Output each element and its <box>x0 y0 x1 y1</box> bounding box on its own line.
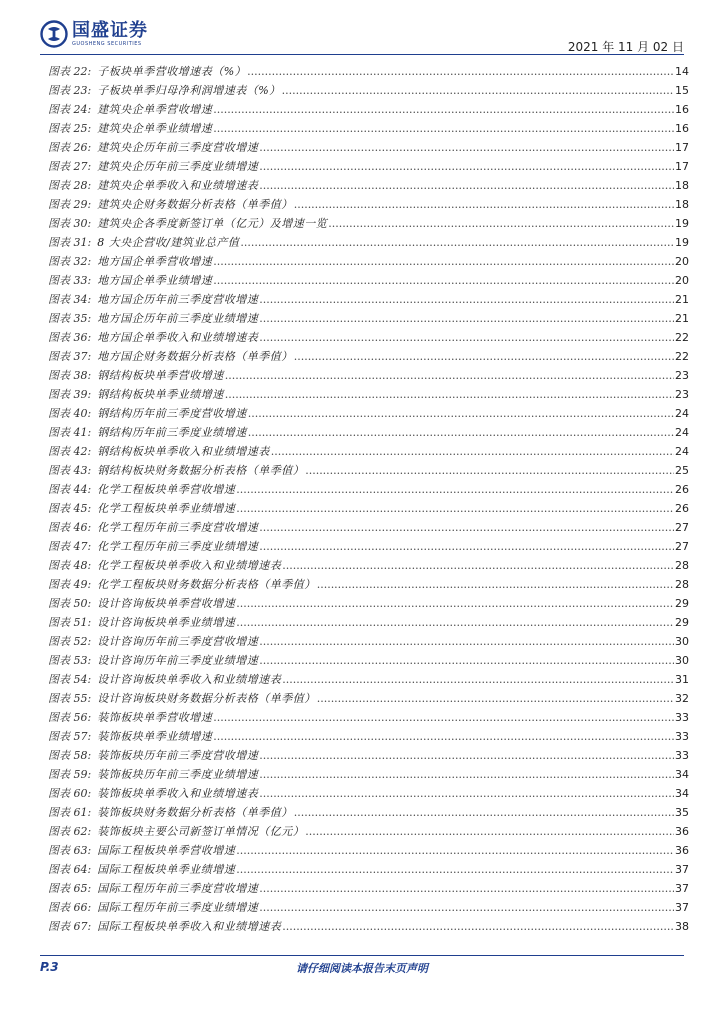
toc-entry-page: 37 <box>675 882 689 895</box>
toc-entry[interactable] <box>48 633 689 652</box>
toc-entry-title: 子板块单季归母净利润增速表（%） <box>97 84 281 97</box>
toc-entry[interactable] <box>48 747 689 766</box>
toc-entry-label: 图表 37: <box>48 350 92 363</box>
toc-entry-page: 26 <box>675 483 689 496</box>
toc-entry-title: 建筑央企单季营收增速 <box>97 103 213 116</box>
toc-entry-label: 图表 44: <box>48 483 92 496</box>
toc-dot-leader <box>305 464 674 477</box>
toc-entry-page: 17 <box>675 160 689 173</box>
toc-entry-label: 图表 26: <box>48 141 92 154</box>
toc-dot-leader <box>248 407 674 420</box>
toc-entry-label: 图表 31: <box>48 236 92 249</box>
toc-dot-leader <box>317 578 674 591</box>
toc-entry-page: 20 <box>675 255 689 268</box>
toc-dot-leader <box>282 673 674 686</box>
toc-entry-page: 32 <box>675 692 689 705</box>
toc-entry[interactable] <box>48 101 689 120</box>
page-header <box>0 0 724 60</box>
toc-entry-label: 图表 23: <box>48 84 92 97</box>
toc-entry-title: 设计咨询板块单季业绩增速 <box>97 616 236 629</box>
toc-entry-label: 图表 32: <box>48 255 92 268</box>
toc-entry[interactable] <box>48 576 689 595</box>
toc-entry-title: 钢结构板块财务数据分析表格（单季值） <box>97 464 305 477</box>
toc-entry-title: 装饰板块财务数据分析表格（单季值） <box>97 806 293 819</box>
toc-dot-leader <box>236 483 674 496</box>
toc-entry-title: 建筑央企历年前三季度业绩增速 <box>97 160 259 173</box>
toc-dot-leader <box>259 901 674 914</box>
toc-entry-label: 图表 38: <box>48 369 92 382</box>
report-date: 2021 年 11 月 02 日 <box>567 40 684 54</box>
toc-entry-title: 建筑央企单季收入和业绩增速表 <box>97 179 259 192</box>
toc-entry-label: 图表 66: <box>48 901 92 914</box>
toc-dot-leader <box>282 920 674 933</box>
header-divider <box>40 54 684 55</box>
toc-entry-label: 图表 39: <box>48 388 92 401</box>
toc-dot-leader <box>236 844 674 857</box>
toc-entry[interactable] <box>48 823 689 842</box>
toc-entry-page: 22 <box>675 331 689 344</box>
toc-entry-page: 16 <box>675 122 689 135</box>
toc-entry-page: 30 <box>675 654 689 667</box>
footer-divider <box>40 955 684 956</box>
toc-entry-label: 图表 65: <box>48 882 92 895</box>
toc-entry-label: 图表 56: <box>48 711 92 724</box>
toc-entry[interactable] <box>48 253 689 272</box>
toc-entry-label: 图表 59: <box>48 768 92 781</box>
toc-entry-title: 建筑央企单季业绩增速 <box>97 122 213 135</box>
toc-entry-title: 化学工程历年前三季度营收增速 <box>97 521 259 534</box>
toc-entry-label: 图表 43: <box>48 464 92 477</box>
toc-entry[interactable] <box>48 367 689 386</box>
toc-dot-leader <box>259 787 674 800</box>
toc-entry-title: 地方国企单季业绩增速 <box>97 274 213 287</box>
toc-entry-title: 建筑央企各季度新签订单（亿元）及增速一览 <box>97 217 328 230</box>
toc-entry-title: 地方国企单季营收增速 <box>97 255 213 268</box>
toc-entry-title: 子板块单季营收增速表（%） <box>97 65 247 78</box>
toc-dot-leader <box>213 274 674 287</box>
toc-entry-title: 钢结构历年前三季度业绩增速 <box>97 426 247 439</box>
toc-entry-label: 图表 28: <box>48 179 92 192</box>
toc-entry-page: 30 <box>675 635 689 648</box>
toc-entry-title: 化学工程板块单季营收增速 <box>97 483 236 496</box>
toc-dot-leader <box>259 331 674 344</box>
toc-entry-page: 27 <box>675 521 689 534</box>
toc-entry[interactable] <box>48 234 689 253</box>
toc-entry[interactable] <box>48 519 689 538</box>
toc-entry[interactable] <box>48 709 689 728</box>
toc-entry[interactable] <box>48 766 689 785</box>
toc-entry-label: 图表 51: <box>48 616 92 629</box>
toc-dot-leader <box>317 692 674 705</box>
toc-dot-leader <box>271 445 674 458</box>
toc-entry-page: 36 <box>675 825 689 838</box>
toc-entry[interactable] <box>48 918 689 937</box>
toc-dot-leader <box>294 806 674 819</box>
toc-entry[interactable] <box>48 880 689 899</box>
toc-entry-label: 图表 49: <box>48 578 92 591</box>
toc-entry[interactable] <box>48 842 689 861</box>
toc-entry-title: 钢结构板块单季业绩增速 <box>97 388 224 401</box>
toc-entry-label: 图表 61: <box>48 806 92 819</box>
toc-entry[interactable] <box>48 443 689 462</box>
toc-entry-label: 图表 36: <box>48 331 92 344</box>
toc-entry-label: 图表 25: <box>48 122 92 135</box>
toc-entry-title: 钢结构历年前三季度营收增速 <box>97 407 247 420</box>
toc-dot-leader <box>259 768 674 781</box>
toc-entry[interactable] <box>48 63 689 82</box>
toc-dot-leader <box>236 616 674 629</box>
toc-dot-leader <box>247 65 674 78</box>
toc-entry-title: 国际工程板块单季收入和业绩增速表 <box>97 920 282 933</box>
toc-dot-leader <box>259 654 674 667</box>
toc-dot-leader <box>236 863 674 876</box>
toc-dot-leader <box>213 730 674 743</box>
page-number: P.3 <box>40 960 59 974</box>
toc-dot-leader <box>259 521 674 534</box>
toc-entry[interactable] <box>48 405 689 424</box>
toc-entry-label: 图表 47: <box>48 540 92 553</box>
toc-entry-title: 装饰板块单季收入和业绩增速表 <box>97 787 259 800</box>
toc-entry-label: 图表 55: <box>48 692 92 705</box>
toc-entry-page: 19 <box>675 217 689 230</box>
toc-entry-page: 24 <box>675 445 689 458</box>
toc-entry-label: 图表 60: <box>48 787 92 800</box>
toc-entry[interactable] <box>48 861 689 880</box>
toc-entry[interactable] <box>48 272 689 291</box>
toc-dot-leader <box>225 369 674 382</box>
toc-entry-label: 图表 24: <box>48 103 92 116</box>
toc-entry-page: 36 <box>675 844 689 857</box>
toc-entry-page: 22 <box>675 350 689 363</box>
toc-entry-title: 钢结构板块单季收入和业绩增速表 <box>97 445 270 458</box>
toc-entry-title: 设计咨询历年前三季度业绩增速 <box>97 654 259 667</box>
toc-entry-page: 34 <box>675 768 689 781</box>
toc-entry-label: 图表 35: <box>48 312 92 325</box>
toc-entry[interactable] <box>48 348 689 367</box>
toc-entry[interactable] <box>48 120 689 139</box>
toc-entry[interactable] <box>48 329 689 348</box>
toc-entry-label: 图表 41: <box>48 426 92 439</box>
toc-dot-leader <box>294 198 674 211</box>
toc-entry-page: 24 <box>675 426 689 439</box>
toc-dot-leader <box>294 350 674 363</box>
toc-entry[interactable] <box>48 139 689 158</box>
toc-entry-page: 21 <box>675 293 689 306</box>
toc-entry[interactable] <box>48 557 689 576</box>
toc-entry-page: 33 <box>675 730 689 743</box>
toc-dot-leader <box>259 635 674 648</box>
toc-entry-label: 图表 30: <box>48 217 92 230</box>
toc-dot-leader <box>236 502 674 515</box>
figure-list <box>48 63 689 937</box>
toc-entry-label: 图表 52: <box>48 635 92 648</box>
toc-entry-label: 图表 45: <box>48 502 92 515</box>
toc-entry[interactable] <box>48 291 689 310</box>
toc-dot-leader <box>225 388 674 401</box>
toc-entry-label: 图表 42: <box>48 445 92 458</box>
footer-disclaimer: 请仔细阅读本报告末页声明 <box>296 962 428 975</box>
toc-dot-leader <box>259 312 674 325</box>
toc-entry-label: 图表 40: <box>48 407 92 420</box>
toc-entry-title: 国际工程板块单季营收增速 <box>97 844 236 857</box>
toc-entry-title: 建筑央企财务数据分析表格（单季值） <box>97 198 293 211</box>
toc-entry-label: 图表 62: <box>48 825 92 838</box>
toc-entry-label: 图表 48: <box>48 559 92 572</box>
toc-entry-title: 装饰板块历年前三季度营收增速 <box>97 749 259 762</box>
toc-dot-leader <box>213 103 674 116</box>
toc-entry-page: 20 <box>675 274 689 287</box>
toc-entry-page: 21 <box>675 312 689 325</box>
toc-entry-title: 建筑央企历年前三季度营收增速 <box>97 141 259 154</box>
toc-dot-leader <box>305 825 674 838</box>
toc-entry-page: 37 <box>675 863 689 876</box>
toc-entry-title: 国际工程历年前三季度营收增速 <box>97 882 259 895</box>
toc-entry-title: 地方国企单季收入和业绩增速表 <box>97 331 259 344</box>
toc-entry-page: 34 <box>675 787 689 800</box>
toc-entry[interactable] <box>48 690 689 709</box>
toc-entry-title: 装饰板块主要公司新签订单情况（亿元） <box>97 825 305 838</box>
toc-entry-page: 18 <box>675 198 689 211</box>
toc-dot-leader <box>213 255 674 268</box>
toc-entry-label: 图表 53: <box>48 654 92 667</box>
toc-entry-title: 化学工程板块单季收入和业绩增速表 <box>97 559 282 572</box>
brand-name-en: GUOSHENG SECURITIES <box>72 40 142 47</box>
toc-entry[interactable] <box>48 671 689 690</box>
toc-entry[interactable] <box>48 196 689 215</box>
toc-entry-label: 图表 54: <box>48 673 92 686</box>
toc-dot-leader <box>328 217 674 230</box>
toc-entry-title: 装饰板块单季业绩增速 <box>97 730 213 743</box>
toc-entry[interactable] <box>48 785 689 804</box>
toc-entry-page: 33 <box>675 749 689 762</box>
toc-entry[interactable] <box>48 595 689 614</box>
toc-entry-title: 化学工程板块财务数据分析表格（单季值） <box>97 578 316 591</box>
toc-entry[interactable] <box>48 728 689 747</box>
toc-entry[interactable] <box>48 804 689 823</box>
toc-entry-title: 地方国企财务数据分析表格（单季值） <box>97 350 293 363</box>
toc-entry-page: 15 <box>675 84 689 97</box>
toc-entry-title: 设计咨询历年前三季度营收增速 <box>97 635 259 648</box>
toc-entry-page: 38 <box>675 920 689 933</box>
toc-entry[interactable] <box>48 481 689 500</box>
toc-entry-page: 19 <box>675 236 689 249</box>
brand-logo <box>40 20 148 48</box>
toc-entry-title: 地方国企历年前三季度业绩增速 <box>97 312 259 325</box>
toc-entry-label: 图表 58: <box>48 749 92 762</box>
toc-dot-leader <box>259 882 674 895</box>
toc-dot-leader <box>240 236 674 249</box>
brand-name: 国盛证券 <box>72 19 148 41</box>
toc-entry-page: 29 <box>675 616 689 629</box>
toc-entry-page: 23 <box>675 369 689 382</box>
toc-dot-leader <box>259 179 674 192</box>
toc-entry-title: 装饰板块历年前三季度业绩增速 <box>97 768 259 781</box>
toc-entry-page: 33 <box>675 711 689 724</box>
toc-entry-label: 图表 33: <box>48 274 92 287</box>
toc-entry-page: 18 <box>675 179 689 192</box>
toc-dot-leader <box>259 293 674 306</box>
toc-dot-leader <box>236 597 674 610</box>
toc-entry-page: 24 <box>675 407 689 420</box>
toc-entry-title: 设计咨询板块单季收入和业绩增速表 <box>97 673 282 686</box>
toc-entry-label: 图表 57: <box>48 730 92 743</box>
toc-entry-label: 图表 67: <box>48 920 92 933</box>
toc-dot-leader <box>248 426 674 439</box>
toc-entry[interactable] <box>48 215 689 234</box>
toc-dot-leader <box>282 84 674 97</box>
toc-entry-title: 国际工程历年前三季度业绩增速 <box>97 901 259 914</box>
toc-dot-leader <box>259 749 674 762</box>
toc-entry-label: 图表 63: <box>48 844 92 857</box>
toc-entry-title: 设计咨询板块财务数据分析表格（单季值） <box>97 692 316 705</box>
toc-entry-label: 图表 46: <box>48 521 92 534</box>
toc-entry-page: 31 <box>675 673 689 686</box>
toc-entry-label: 图表 34: <box>48 293 92 306</box>
toc-dot-leader <box>213 122 674 135</box>
toc-entry-label: 图表 64: <box>48 863 92 876</box>
toc-entry-title: 化学工程板块单季业绩增速 <box>97 502 236 515</box>
toc-entry-page: 26 <box>675 502 689 515</box>
toc-entry[interactable] <box>48 424 689 443</box>
toc-entry-label: 图表 27: <box>48 160 92 173</box>
toc-entry[interactable] <box>48 462 689 481</box>
toc-entry-label: 图表 22: <box>48 65 92 78</box>
toc-entry[interactable] <box>48 158 689 177</box>
toc-dot-leader <box>259 141 674 154</box>
toc-entry[interactable] <box>48 614 689 633</box>
toc-entry-title: 装饰板块单季营收增速 <box>97 711 213 724</box>
toc-dot-leader <box>259 540 674 553</box>
toc-entry-page: 25 <box>675 464 689 477</box>
toc-entry[interactable] <box>48 899 689 918</box>
toc-entry-title: 8 大央企营收/建筑业总产值 <box>97 236 240 249</box>
toc-dot-leader <box>282 559 674 572</box>
toc-entry[interactable] <box>48 386 689 405</box>
toc-entry-title: 钢结构板块单季营收增速 <box>97 369 224 382</box>
toc-entry-page: 35 <box>675 806 689 819</box>
toc-dot-leader <box>259 160 674 173</box>
toc-dot-leader <box>213 711 674 724</box>
toc-entry-page: 37 <box>675 901 689 914</box>
toc-entry-page: 23 <box>675 388 689 401</box>
toc-entry-title: 设计咨询板块单季营收增速 <box>97 597 236 610</box>
toc-entry[interactable] <box>48 500 689 519</box>
toc-entry-page: 16 <box>675 103 689 116</box>
toc-entry[interactable] <box>48 538 689 557</box>
toc-entry-title: 国际工程板块单季业绩增速 <box>97 863 236 876</box>
toc-entry[interactable] <box>48 652 689 671</box>
guosheng-logo-icon <box>40 20 68 48</box>
toc-entry-page: 28 <box>675 578 689 591</box>
toc-entry-page: 28 <box>675 559 689 572</box>
toc-entry[interactable] <box>48 82 689 101</box>
toc-entry-title: 化学工程历年前三季度业绩增速 <box>97 540 259 553</box>
toc-entry-label: 图表 29: <box>48 198 92 211</box>
toc-entry-page: 27 <box>675 540 689 553</box>
toc-entry-page: 17 <box>675 141 689 154</box>
toc-entry-page: 29 <box>675 597 689 610</box>
toc-entry-page: 14 <box>675 65 689 78</box>
toc-entry[interactable] <box>48 310 689 329</box>
toc-entry-title: 地方国企历年前三季度营收增速 <box>97 293 259 306</box>
toc-entry-label: 图表 50: <box>48 597 92 610</box>
toc-entry[interactable] <box>48 177 689 196</box>
